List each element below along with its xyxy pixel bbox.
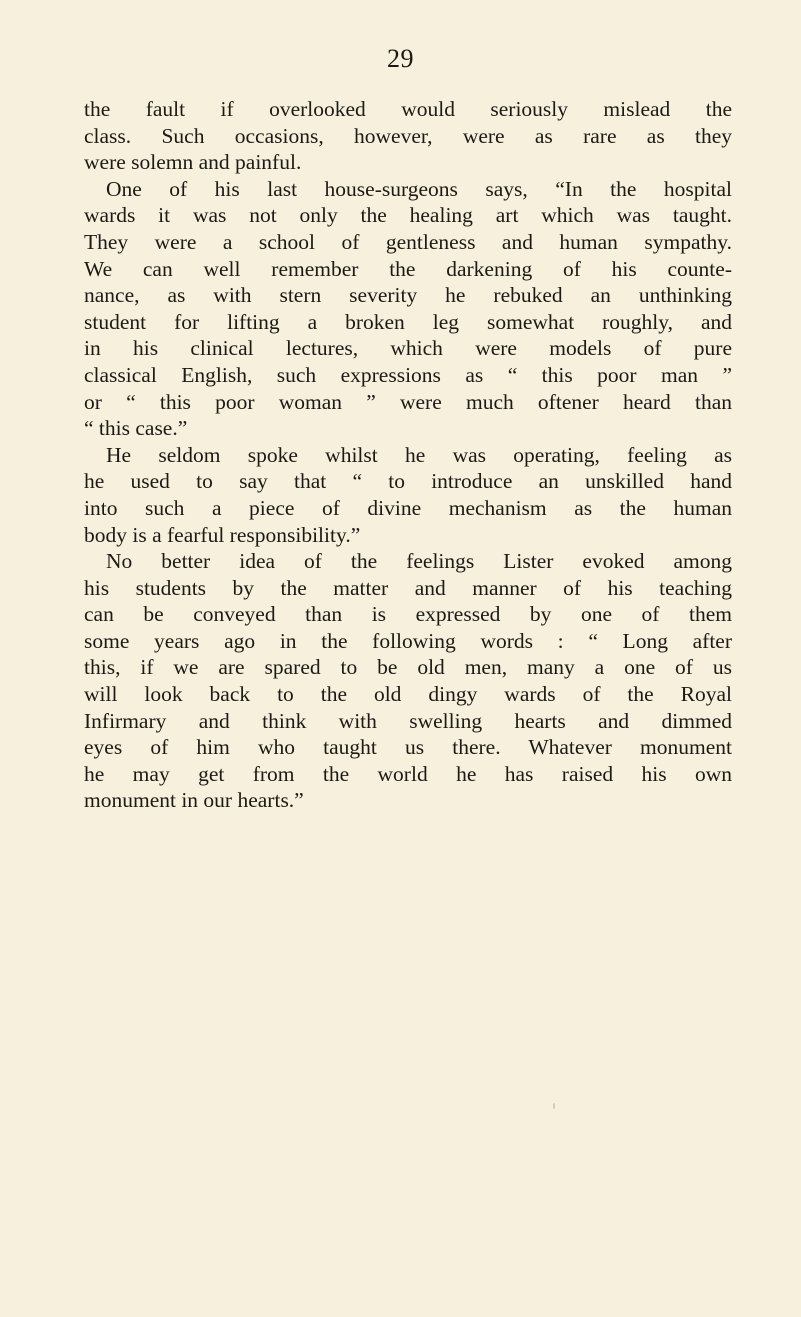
text-line: Infirmary and think with swelling hearts and dimmed	[84, 708, 732, 733]
text-line: monument in our hearts.”	[84, 788, 304, 813]
text-line: can be conveyed than is expressed by one of them	[84, 602, 732, 627]
body-text	[84, 96, 732, 814]
paper-speck	[553, 1103, 555, 1109]
text-line: into such a piece of divine mechanism as the human	[84, 495, 732, 520]
text-line: He seldom spoke whilst he was operating, feeling as	[106, 442, 732, 467]
text-line: he may get from the world he has raised his own	[84, 761, 732, 786]
text-line: or “ this poor woman ” were much oftener heard than	[84, 389, 732, 414]
text-line: in his clinical lectures, which were models of pure	[84, 336, 732, 361]
text-line: some years ago in the following words : “ Long after	[84, 628, 732, 653]
text-line: wards it was not only the healing art which was taught.	[84, 203, 732, 228]
text-line: One of his last house-surgeons says, “In the hospital	[106, 176, 732, 201]
text-line: nance, as with stern severity he rebuked an unthinking	[84, 283, 732, 308]
text-line: eyes of him who taught us there. Whatever monument	[84, 735, 732, 760]
text-line: They were a school of gentleness and human sympathy.	[84, 229, 732, 254]
text-line: student for lifting a broken leg somewhat roughly, and	[84, 309, 732, 334]
text-line: his students by the matter and manner of his teaching	[84, 575, 732, 600]
text-line: classical English, such expressions as “ this poor man ”	[84, 362, 732, 387]
text-line: No better idea of the feelings Lister evoked among	[106, 549, 732, 574]
text-line: class. Such occasions, however, were as rare as they	[84, 123, 732, 148]
text-line: the fault if overlooked would seriously mislead the	[84, 97, 732, 121]
page-number: 29	[387, 44, 414, 73]
text-line: “ this case.”	[84, 416, 188, 441]
text-line: will look back to the old dingy wards of the Royal	[84, 682, 732, 707]
text-line: he used to say that “ to introduce an unskilled hand	[84, 469, 732, 494]
text-line: this, if we are spared to be old men, many a one of us	[84, 655, 732, 680]
text-line: body is a fearful responsibility.”	[84, 522, 361, 547]
text-line: We can well remember the darkening of his counte-	[84, 256, 732, 281]
text-line: were solemn and painful.	[84, 150, 302, 175]
